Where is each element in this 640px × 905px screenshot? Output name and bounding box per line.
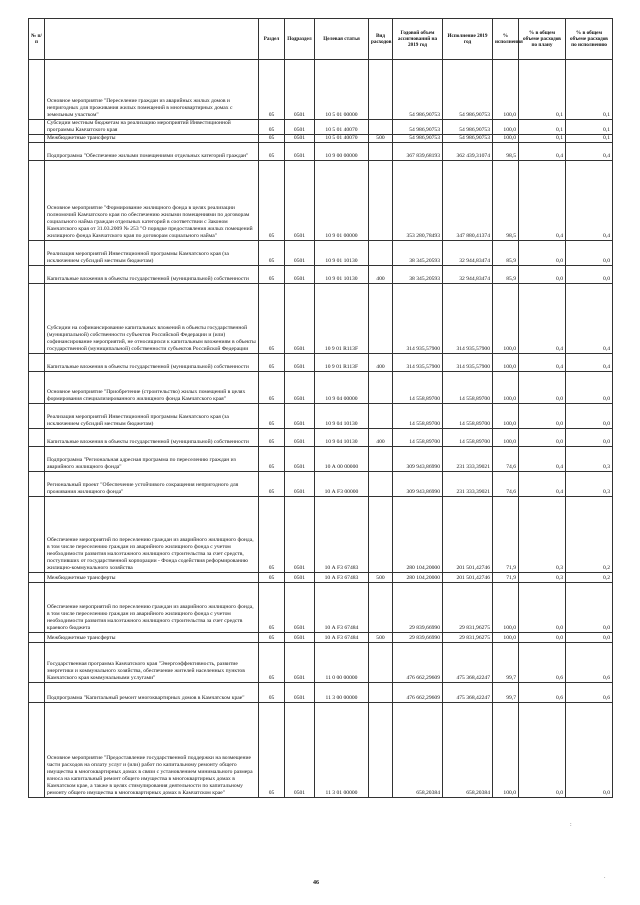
table-row [29, 265, 613, 283]
cell-num [29, 120, 45, 135]
cell-share-plan: 0,0 [519, 403, 566, 428]
cell-share-plan: 0,0 [519, 428, 566, 446]
cell-num [29, 702, 45, 797]
header-exec: Исполнение 2019 год [443, 19, 493, 60]
cell-num [29, 353, 45, 371]
cell-article: 10 А 00 00000 [315, 446, 369, 471]
cell-name: Межбюджетные трансферты [45, 572, 259, 582]
cell-share-plan: 0,1 [519, 134, 566, 142]
cell-podrazdel: 0501 [285, 403, 315, 428]
cell-share-exec: 0,1 [566, 60, 613, 120]
cell-name: Основное мероприятие "Формирование жилищного фонда в целях реализации полномочий Камчатского края по обеспечению жилыми помещениями по договорам социального найма граждан отдельных категорий в соответствии с Законом Камчатского края от 31.03.2009 № 253 "О порядке предоставления жилых помещений жилищного фонда Камчатского края по договорам социального найма" [45, 160, 259, 240]
cell-article: 10 9 01 R113F [315, 353, 369, 371]
cell-vid: 500 [369, 632, 393, 642]
cell-exec: 29 831,96275 [443, 632, 493, 642]
cell-razdel: 05 [259, 446, 285, 471]
cell-pct: 100,0 [493, 371, 519, 403]
cell-exec: 231 333,39021 [443, 446, 493, 471]
cell-podrazdel: 0501 [285, 582, 315, 632]
cell-name: Субсидии на софинансирование капитальных вложений в объекты государственной (муниципальной) собственности субъектов Российской Федерации и (или) софинансирование мероприятий, не относящихся к капитальным вложениям в объекты государственной (муниципальной) собственности субъектов Российской Федерации [45, 283, 259, 353]
cell-name: Капитальные вложения в объекты государственной (муниципальной) собственности [45, 428, 259, 446]
cell-share-exec: 0,4 [566, 283, 613, 353]
table-row [29, 160, 613, 240]
cell-vid [369, 240, 393, 265]
cell-plan: 54 986,90753 [393, 60, 443, 120]
cell-pct: 100,0 [493, 120, 519, 135]
cell-pct: 85,9 [493, 240, 519, 265]
cell-share-plan: 0,0 [519, 702, 566, 797]
cell-plan: 14 558,89700 [393, 371, 443, 403]
cell-article: 10 А F3 00000 [315, 471, 369, 496]
cell-article: 10 5 01 40070 [315, 120, 369, 135]
cell-name: Региональный проект "Обеспечение устойчивого сокращения непригодного для проживания жилищного фонда" [45, 471, 259, 496]
cell-share-plan: 0,0 [519, 371, 566, 403]
cell-share-exec: 0,1 [566, 134, 613, 142]
cell-name: Государственная программа Камчатского края "Энергоэффективность, развитие энергетики и коммунального хозяйства, обеспечение жителей населенных пунктов Камчатского края коммунальными услугами" [45, 642, 259, 682]
cell-plan: 280 104,20000 [393, 496, 443, 572]
cell-razdel: 05 [259, 353, 285, 371]
cell-vid [369, 160, 393, 240]
cell-share-plan: 0,0 [519, 632, 566, 642]
table-row [29, 428, 613, 446]
cell-name: Обеспечение мероприятий по переселению граждан из аварийного жилищного фонда, в том числе переселению граждан из аварийного жилищного фонда с учетом необходимости развития малоэтажного жилищного строительства за счет средств, поступивших от государственной корпорации - Фонда содействия реформированию жилищно-коммунального хозяйства [45, 496, 259, 572]
cell-num [29, 60, 45, 120]
cell-share-exec: 0,3 [566, 446, 613, 471]
cell-name: Межбюджетные трансферты [45, 134, 259, 142]
cell-num [29, 134, 45, 142]
cell-razdel: 05 [259, 496, 285, 572]
cell-share-plan: 0,0 [519, 582, 566, 632]
cell-exec: 14 558,89700 [443, 428, 493, 446]
cell-article: 10 9 01 10130 [315, 265, 369, 283]
cell-vid [369, 120, 393, 135]
cell-vid [369, 642, 393, 682]
cell-pct: 100,0 [493, 632, 519, 642]
table-row [29, 632, 613, 642]
header-num: № п/п [29, 19, 45, 60]
cell-podrazdel: 0501 [285, 632, 315, 642]
cell-exec: 32 944,83474 [443, 240, 493, 265]
cell-vid [369, 371, 393, 403]
cell-pct: 100,0 [493, 428, 519, 446]
cell-share-exec: 0,0 [566, 702, 613, 797]
cell-pct: 74,6 [493, 446, 519, 471]
cell-share-plan: 0,0 [519, 265, 566, 283]
table-row [29, 371, 613, 403]
cell-pct: 98,5 [493, 160, 519, 240]
cell-article: 11 0 00 00000 [315, 642, 369, 682]
budget-table [28, 18, 613, 798]
cell-exec: 14 558,89700 [443, 371, 493, 403]
cell-razdel: 05 [259, 142, 285, 160]
cell-plan: 54 986,90753 [393, 120, 443, 135]
cell-name: Субсидии местным бюджетам на реализацию мероприятий Инвестиционной программы Камчатского края [45, 120, 259, 135]
cell-razdel: 05 [259, 642, 285, 682]
cell-vid: 400 [369, 353, 393, 371]
table-row [29, 682, 613, 702]
header-name [45, 19, 259, 60]
scan-mark: . [604, 874, 606, 880]
cell-name: Обеспечение мероприятий по переселению граждан из аварийного жилищного фонда, в том числе переселению граждан из аварийного жилищного фонда с учетом необходимости развития малоэтажного жилищного строительства за счет средств краевого бюджета [45, 582, 259, 632]
cell-podrazdel: 0501 [285, 240, 315, 265]
cell-share-plan: 0,3 [519, 572, 566, 582]
cell-name: Основное мероприятие "Приобретение (строительство) жилых помещений в целях формирования специализированного жилищного фонда Камчатского края" [45, 371, 259, 403]
cell-share-exec: 0,6 [566, 682, 613, 702]
header-podrazdel: Подраздел [285, 19, 315, 60]
cell-article: 10 9 04 00000 [315, 371, 369, 403]
cell-podrazdel: 0501 [285, 134, 315, 142]
cell-share-plan: 0,4 [519, 160, 566, 240]
cell-razdel: 05 [259, 582, 285, 632]
cell-podrazdel: 0501 [285, 265, 315, 283]
table-row [29, 134, 613, 142]
cell-num [29, 428, 45, 446]
table-row [29, 572, 613, 582]
cell-vid [369, 496, 393, 572]
cell-name: Подпрограмма "Капитальный ремонт многоквартирных домов в Камчатском крае" [45, 682, 259, 702]
cell-exec: 314 935,57900 [443, 353, 493, 371]
cell-vid [369, 471, 393, 496]
cell-plan: 14 558,89700 [393, 403, 443, 428]
table-row [29, 353, 613, 371]
cell-share-plan: 0,6 [519, 642, 566, 682]
scan-mark: : [570, 822, 572, 828]
cell-num [29, 446, 45, 471]
cell-exec: 362 439,31074 [443, 142, 493, 160]
cell-podrazdel: 0501 [285, 572, 315, 582]
cell-plan: 309 943,86990 [393, 471, 443, 496]
cell-num [29, 283, 45, 353]
cell-share-exec: 0,1 [566, 120, 613, 135]
cell-share-exec: 0,0 [566, 428, 613, 446]
cell-article: 10 9 04 10130 [315, 403, 369, 428]
cell-podrazdel: 0501 [285, 120, 315, 135]
cell-razdel: 05 [259, 283, 285, 353]
cell-name: Капитальные вложения в объекты государственной (муниципальной) собственности [45, 353, 259, 371]
cell-pct: 100,0 [493, 702, 519, 797]
cell-article: 11 3 00 00000 [315, 682, 369, 702]
cell-vid [369, 582, 393, 632]
cell-plan: 353 280,78493 [393, 160, 443, 240]
cell-exec: 201 501,42746 [443, 496, 493, 572]
cell-vid [369, 142, 393, 160]
cell-plan: 476 662,29609 [393, 642, 443, 682]
cell-exec: 658,20384 [443, 702, 493, 797]
cell-article: 10 А F3 67483 [315, 496, 369, 572]
cell-article: 10 9 01 R113F [315, 283, 369, 353]
cell-num [29, 240, 45, 265]
table-row [29, 283, 613, 353]
cell-share-exec: 0,4 [566, 160, 613, 240]
cell-plan: 314 935,57900 [393, 353, 443, 371]
cell-vid [369, 283, 393, 353]
cell-exec: 201 501,42746 [443, 572, 493, 582]
header-article: Целевая статья [315, 19, 369, 60]
cell-razdel: 05 [259, 702, 285, 797]
cell-razdel: 05 [259, 160, 285, 240]
cell-exec: 475 368,42247 [443, 682, 493, 702]
cell-name: Основное мероприятие "Переселение граждан из аварийных жилых домов и непригодных для проживания жилых помещений в многоквартирных домах с земельным участком" [45, 60, 259, 120]
cell-article: 10 А F3 67484 [315, 582, 369, 632]
cell-plan: 38 345,20593 [393, 265, 443, 283]
table-row [29, 240, 613, 265]
cell-razdel: 05 [259, 428, 285, 446]
table-row [29, 403, 613, 428]
cell-share-exec: 0,0 [566, 240, 613, 265]
cell-exec: 54 986,90753 [443, 120, 493, 135]
page-number: 46 [313, 880, 319, 886]
cell-pct: 99,7 [493, 642, 519, 682]
cell-num [29, 582, 45, 632]
cell-share-exec: 0,2 [566, 572, 613, 582]
cell-share-exec: 0,0 [566, 582, 613, 632]
cell-share-plan: 0,3 [519, 496, 566, 572]
header-pct: % исполнения [493, 19, 519, 60]
cell-razdel: 05 [259, 471, 285, 496]
cell-pct: 98,5 [493, 142, 519, 160]
cell-vid [369, 403, 393, 428]
cell-name: Основное мероприятие "Предоставление государственной поддержки на возмещение части расходов на оплату услуг и (или) работ по капитальному ремонту общего имущества в многоквартирных домах в связи с установлением минимального размера взноса на капитальный ремонт общего имущества в многоквартирных домах в Камчатском крае, а также в целях стимулирования деятельности по капитальному ремонту общего имущества в многоквартирных домах в Камчатском крае" [45, 702, 259, 797]
cell-exec: 54 986,90753 [443, 134, 493, 142]
cell-pct: 100,0 [493, 403, 519, 428]
cell-vid: 500 [369, 134, 393, 142]
cell-plan: 280 104,20000 [393, 572, 443, 582]
cell-share-plan: 0,0 [519, 240, 566, 265]
cell-share-exec: 0,0 [566, 371, 613, 403]
cell-num [29, 642, 45, 682]
cell-exec: 29 831,96275 [443, 582, 493, 632]
cell-podrazdel: 0501 [285, 682, 315, 702]
cell-num [29, 142, 45, 160]
header-share-exec: % в общем объеме расходов по исполнению [566, 19, 613, 60]
cell-podrazdel: 0501 [285, 446, 315, 471]
table-row [29, 496, 613, 572]
table-row [29, 120, 613, 135]
cell-num [29, 403, 45, 428]
cell-share-plan: 0,4 [519, 353, 566, 371]
cell-razdel: 05 [259, 240, 285, 265]
cell-exec: 14 558,89700 [443, 403, 493, 428]
cell-vid: 400 [369, 428, 393, 446]
cell-plan: 658,20384 [393, 702, 443, 797]
header-razdel: Раздел [259, 19, 285, 60]
cell-razdel: 05 [259, 572, 285, 582]
cell-plan: 38 345,20593 [393, 240, 443, 265]
cell-num [29, 572, 45, 582]
cell-vid [369, 60, 393, 120]
cell-share-exec: 0,4 [566, 353, 613, 371]
cell-name: Реализация мероприятий Инвестиционной программы Камчатского края (за исключением субсидий местным бюджетам) [45, 403, 259, 428]
cell-podrazdel: 0501 [285, 428, 315, 446]
cell-podrazdel: 0501 [285, 471, 315, 496]
cell-plan: 367 839,68193 [393, 142, 443, 160]
table-row [29, 446, 613, 471]
cell-plan: 314 935,57900 [393, 283, 443, 353]
cell-vid: 400 [369, 265, 393, 283]
cell-plan: 29 839,66990 [393, 632, 443, 642]
cell-podrazdel: 0501 [285, 371, 315, 403]
cell-name: Подпрограмма "Региональная адресная программа по переселению граждан из аварийного жилищного фонда" [45, 446, 259, 471]
cell-article: 10 9 00 00000 [315, 142, 369, 160]
cell-vid [369, 702, 393, 797]
table-row [29, 702, 613, 797]
table-body [29, 60, 613, 798]
cell-name: Межбюджетные трансферты [45, 632, 259, 642]
cell-name: Реализация мероприятий Инвестиционной программы Камчатского края (за исключением субсидий местным бюджетам) [45, 240, 259, 265]
cell-plan: 309 943,86990 [393, 446, 443, 471]
cell-pct: 100,0 [493, 60, 519, 120]
cell-pct: 100,0 [493, 582, 519, 632]
cell-vid [369, 682, 393, 702]
cell-article: 10 А F3 67483 [315, 572, 369, 582]
cell-num [29, 632, 45, 642]
table-row [29, 582, 613, 632]
cell-share-plan: 0,1 [519, 120, 566, 135]
cell-plan: 14 558,89700 [393, 428, 443, 446]
cell-article: 10 А F3 67484 [315, 632, 369, 642]
cell-podrazdel: 0501 [285, 160, 315, 240]
header-row [29, 19, 613, 60]
table-row [29, 142, 613, 160]
cell-exec: 475 368,42247 [443, 642, 493, 682]
cell-plan: 476 662,29609 [393, 682, 443, 702]
cell-vid: 500 [369, 572, 393, 582]
cell-plan: 29 839,66990 [393, 582, 443, 632]
cell-exec: 54 986,90753 [443, 60, 493, 120]
cell-num [29, 265, 45, 283]
cell-article: 10 5 01 40070 [315, 134, 369, 142]
cell-plan: 54 986,90753 [393, 134, 443, 142]
cell-pct: 100,0 [493, 283, 519, 353]
cell-pct: 85,9 [493, 265, 519, 283]
cell-razdel: 05 [259, 265, 285, 283]
cell-exec: 231 333,39021 [443, 471, 493, 496]
cell-num [29, 160, 45, 240]
cell-num [29, 496, 45, 572]
cell-num [29, 371, 45, 403]
cell-share-exec: 0,2 [566, 496, 613, 572]
cell-pct: 100,0 [493, 353, 519, 371]
cell-share-exec: 0,0 [566, 632, 613, 642]
cell-article: 10 5 01 00000 [315, 60, 369, 120]
cell-pct: 74,6 [493, 471, 519, 496]
cell-podrazdel: 0501 [285, 642, 315, 682]
cell-name: Капитальные вложения в объекты государственной (муниципальной) собственности [45, 265, 259, 283]
cell-share-plan: 0,4 [519, 283, 566, 353]
cell-article: 10 9 04 10130 [315, 428, 369, 446]
cell-podrazdel: 0501 [285, 60, 315, 120]
cell-num [29, 682, 45, 702]
cell-share-plan: 0,1 [519, 60, 566, 120]
cell-razdel: 05 [259, 682, 285, 702]
cell-razdel: 05 [259, 371, 285, 403]
cell-razdel: 05 [259, 403, 285, 428]
cell-exec: 32 944,83474 [443, 265, 493, 283]
cell-article: 10 9 01 10130 [315, 240, 369, 265]
cell-share-plan: 0,4 [519, 142, 566, 160]
cell-num [29, 471, 45, 496]
cell-article: 11 3 01 00000 [315, 702, 369, 797]
table-row [29, 471, 613, 496]
cell-pct: 99,7 [493, 682, 519, 702]
cell-pct: 71,9 [493, 496, 519, 572]
cell-share-plan: 0,4 [519, 471, 566, 496]
header-plan: Годовой объем ассигнований на 2019 год [393, 19, 443, 60]
cell-article: 10 9 01 00000 [315, 160, 369, 240]
cell-share-exec: 0,4 [566, 142, 613, 160]
cell-vid [369, 446, 393, 471]
cell-razdel: 05 [259, 120, 285, 135]
cell-razdel: 05 [259, 60, 285, 120]
cell-razdel: 05 [259, 632, 285, 642]
header-share-plan: % в общем объеме расходов по плану [519, 19, 566, 60]
cell-pct: 100,0 [493, 134, 519, 142]
table-row [29, 60, 613, 120]
cell-podrazdel: 0501 [285, 283, 315, 353]
cell-share-plan: 0,6 [519, 682, 566, 702]
cell-share-plan: 0,4 [519, 446, 566, 471]
table-row [29, 642, 613, 682]
cell-share-exec: 0,3 [566, 471, 613, 496]
cell-exec: 347 880,41374 [443, 160, 493, 240]
cell-razdel: 05 [259, 134, 285, 142]
cell-podrazdel: 0501 [285, 496, 315, 572]
header-vid: Вид расходов [369, 19, 393, 60]
cell-name: Подпрограмма "Обеспечение жилыми помещениями отдельных категорий граждан" [45, 142, 259, 160]
cell-exec: 314 935,57900 [443, 283, 493, 353]
cell-pct: 71,9 [493, 572, 519, 582]
cell-share-exec: 0,0 [566, 265, 613, 283]
cell-podrazdel: 0501 [285, 353, 315, 371]
cell-podrazdel: 0501 [285, 702, 315, 797]
cell-share-exec: 0,0 [566, 403, 613, 428]
cell-share-exec: 0,6 [566, 642, 613, 682]
cell-podrazdel: 0501 [285, 142, 315, 160]
